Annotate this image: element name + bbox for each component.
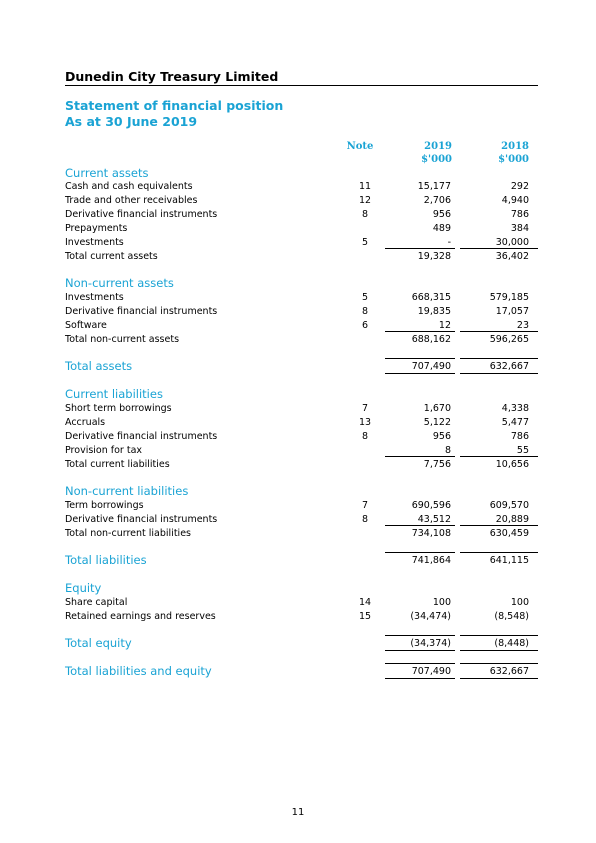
table-row	[65, 194, 540, 208]
row-value-2018: 4,940	[501, 195, 529, 206]
row-value-2019: 668,315	[411, 292, 451, 303]
row-value-2018: 596,265	[489, 334, 529, 345]
total-rule	[385, 678, 455, 679]
table-row	[65, 305, 540, 319]
total-value-2018: 632,667	[489, 666, 529, 677]
row-value-2018: 786	[510, 431, 529, 442]
row-value-2018: 100	[510, 597, 529, 608]
table-row	[65, 499, 540, 513]
total-label: Total assets	[65, 359, 133, 373]
row-label: Cash and cash equivalents	[65, 181, 193, 192]
row-note: 12	[358, 195, 372, 206]
row-label: Term borrowings	[65, 500, 144, 511]
row-value-2019: 2,706	[423, 195, 451, 206]
row-label: Prepayments	[65, 223, 128, 234]
row-label: Accruals	[65, 417, 106, 428]
table-row	[65, 430, 540, 444]
subtotal-rule	[460, 456, 538, 457]
row-label: Derivative financial instruments	[65, 306, 218, 317]
subtotal-row	[65, 527, 540, 541]
row-label: Derivative financial instruments	[65, 514, 218, 525]
total-value-2019: (34,374)	[410, 638, 451, 649]
row-note: 11	[358, 181, 372, 192]
total-value-2018: (8,448)	[494, 638, 529, 649]
subtotal-rule	[460, 525, 538, 526]
table-row	[65, 596, 540, 610]
row-note: 6	[361, 320, 369, 331]
note-column-header: Note	[346, 141, 374, 152]
column-header-2018	[451, 141, 529, 166]
row-label: Investments	[65, 237, 124, 248]
row-note: 15	[358, 611, 372, 622]
row-label: Total non-current assets	[65, 334, 180, 345]
section-current-assets: Current assets	[65, 166, 149, 180]
row-label: Total non-current liabilities	[65, 528, 191, 539]
row-value-2018: 579,185	[489, 292, 529, 303]
row-value-2018: 630,459	[489, 528, 529, 539]
row-label: Trade and other receivables	[65, 195, 198, 206]
column-header-2019	[386, 141, 452, 166]
total-rule	[460, 678, 538, 679]
row-value-2019: 100	[432, 597, 451, 608]
row-value-2019: 15,177	[417, 181, 451, 192]
row-value-2019: 734,108	[411, 528, 451, 539]
section-noncurrent-assets: Non-current assets	[65, 276, 174, 290]
row-label: Short term borrowings	[65, 403, 172, 414]
row-value-2018: 292	[510, 181, 529, 192]
row-value-2019: 956	[432, 209, 451, 220]
total-label: Total liabilities and equity	[65, 664, 212, 678]
subtotal-rule	[460, 248, 538, 249]
row-note: 7	[361, 500, 369, 511]
subtotal-rule	[385, 248, 455, 249]
row-value-2018: (8,548)	[494, 611, 529, 622]
row-label: Share capital	[65, 597, 128, 608]
row-value-2019: 12	[438, 320, 451, 331]
row-value-2018: 786	[510, 209, 529, 220]
row-value-2018: 36,402	[495, 251, 529, 262]
row-value-2019: (34,474)	[410, 611, 451, 622]
section-equity: Equity	[65, 581, 102, 595]
row-value-2019: 489	[432, 223, 451, 234]
row-value-2019: -	[447, 237, 451, 248]
total-value-2018: 641,115	[489, 555, 529, 566]
table-row	[65, 180, 540, 194]
row-note: 14	[358, 597, 372, 608]
subtotal-rule	[460, 331, 538, 332]
table-row	[65, 291, 540, 305]
year-2019: 2019	[424, 141, 452, 152]
total-value-2019: 741,864	[411, 555, 451, 566]
row-value-2019: 956	[432, 431, 451, 442]
row-value-2018: 384	[510, 223, 529, 234]
row-value-2019: 5,122	[423, 417, 451, 428]
table-row	[65, 416, 540, 430]
row-label: Derivative financial instruments	[65, 431, 218, 442]
table-row	[65, 222, 540, 236]
row-note: 8	[361, 306, 369, 317]
row-value-2019: 690,596	[411, 500, 451, 511]
row-note: 8	[361, 209, 369, 220]
total-rule	[385, 373, 455, 374]
organization-name: Dunedin City Treasury Limited	[65, 69, 538, 86]
unit-2019: $'000	[421, 153, 452, 165]
total-rule	[460, 650, 538, 651]
row-value-2019: 8	[444, 445, 451, 456]
row-value-2019: 19,328	[417, 251, 451, 262]
row-value-2018: 20,889	[495, 514, 529, 525]
total-label: Total equity	[65, 636, 132, 650]
section-current-liabilities: Current liabilities	[65, 387, 163, 401]
subtotal-rule	[385, 331, 455, 332]
row-label: Investments	[65, 292, 124, 303]
row-label: Derivative financial instruments	[65, 209, 218, 220]
row-value-2018: 609,570	[489, 500, 529, 511]
page-number: 11	[291, 807, 305, 818]
subtotal-row	[65, 458, 540, 472]
total-value-2019: 707,490	[411, 666, 451, 677]
row-value-2018: 55	[516, 445, 529, 456]
total-value-2019: 707,490	[411, 361, 451, 372]
year-2018: 2018	[501, 141, 529, 152]
total-label: Total liabilities	[65, 553, 147, 567]
row-value-2018: 10,656	[495, 459, 529, 470]
row-label: Total current liabilities	[65, 459, 170, 470]
row-note: 8	[361, 514, 369, 525]
total-rule	[460, 373, 538, 374]
row-value-2019: 7,756	[423, 459, 451, 470]
section-noncurrent-liabilities: Non-current liabilities	[65, 484, 189, 498]
row-note: 5	[361, 237, 369, 248]
statement-title	[65, 98, 283, 129]
row-value-2018: 30,000	[495, 237, 529, 248]
row-label: Provision for tax	[65, 445, 143, 456]
table-row	[65, 402, 540, 416]
unit-2018: $'000	[498, 153, 529, 165]
row-note: 7	[361, 403, 369, 414]
row-value-2019: 43,512	[417, 514, 451, 525]
subtotal-rule	[385, 525, 455, 526]
table-row	[65, 208, 540, 222]
table-row	[65, 610, 540, 624]
row-value-2019: 19,835	[417, 306, 451, 317]
row-value-2019: 688,162	[411, 334, 451, 345]
row-value-2019: 1,670	[423, 403, 451, 414]
subtotal-row	[65, 333, 540, 347]
row-note: 8	[361, 431, 369, 442]
row-label: Retained earnings and reserves	[65, 611, 216, 622]
row-label: Software	[65, 320, 107, 331]
row-value-2018: 17,057	[495, 306, 529, 317]
total-liabilities-row	[65, 553, 540, 569]
row-note: 5	[361, 292, 369, 303]
total-value-2018: 632,667	[489, 361, 529, 372]
row-label: Total current assets	[65, 251, 158, 262]
row-note: 13	[358, 417, 372, 428]
subtotal-rule	[385, 456, 455, 457]
row-value-2018: 4,338	[501, 403, 529, 414]
subtotal-row	[65, 250, 540, 264]
total-rule	[385, 650, 455, 651]
statement-date-line: As at 30 June 2019	[65, 113, 198, 129]
row-value-2018: 5,477	[501, 417, 529, 428]
statement-title-line1: Statement of financial position	[65, 98, 284, 113]
row-value-2018: 23	[516, 320, 529, 331]
